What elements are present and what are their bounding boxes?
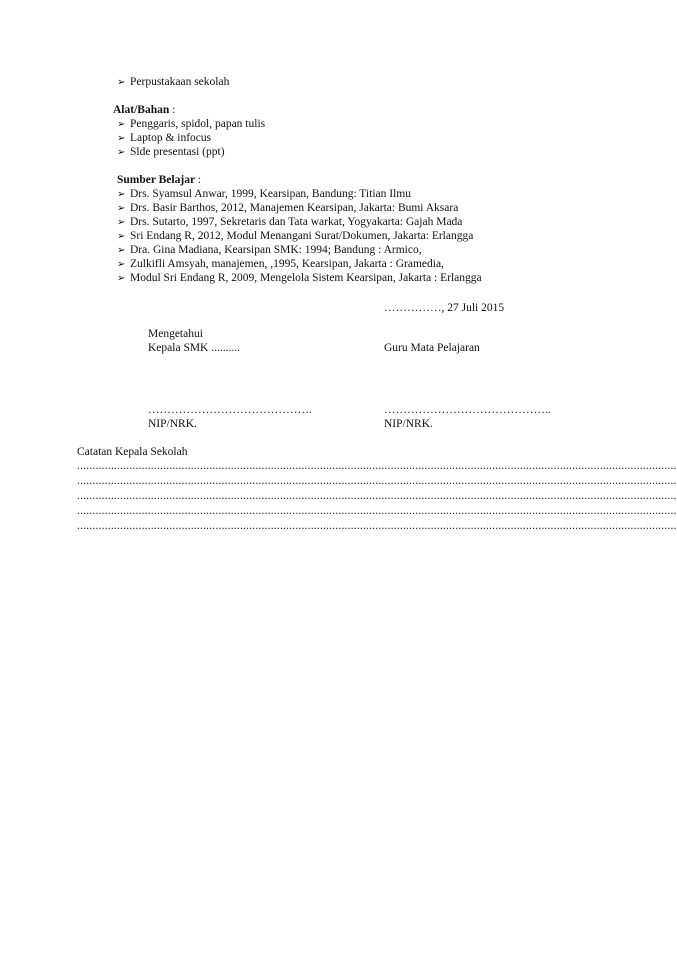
- list-item: ➢ Laptop & infocus: [117, 132, 212, 144]
- list-item: ➢ Drs. Basir Barthos, 2012, Manajemen Kearsipan, Jakarta: Bumi Aksara: [117, 202, 459, 214]
- note-line: ...................................................................................................................................................................................................: [77, 460, 677, 472]
- list-item: ➢ Zulkifli Amsyah, manajemen, ,1995, Kearsipan, Jakarta : Gramedia,: [117, 258, 444, 270]
- arrow-bullet-icon: ➢: [117, 147, 126, 158]
- list-item: ➢ Perpustakaan sekolah: [117, 76, 230, 88]
- right-nip: NIP/NRK.: [384, 418, 433, 430]
- guru-label: Guru Mata Pelajaran: [384, 342, 480, 354]
- arrow-bullet-icon: ➢: [117, 203, 126, 214]
- left-nip: NIP/NRK.: [148, 418, 197, 430]
- list-item: ➢ Sri Endang R, 2012, Modul Menangani Surat/Dokumen, Jakarta: Erlangga: [117, 230, 474, 242]
- mengetahui-label: Mengetahui: [148, 328, 203, 340]
- right-signature-line: ……………………………………..: [384, 404, 551, 416]
- arrow-bullet-icon: ➢: [117, 189, 126, 200]
- note-line: ...................................................................................................................................................................................................: [77, 475, 677, 487]
- list-item: ➢ Dra. Gina Madiana, Kearsipan SMK: 1994; Bandung : Armico,: [117, 244, 422, 256]
- list-item: ➢ Penggaris, spidol, papan tulis: [117, 118, 266, 130]
- arrow-bullet-icon: ➢: [117, 77, 126, 88]
- arrow-bullet-icon: ➢: [117, 245, 126, 256]
- catatan-title: Catatan Kepala Sekolah: [77, 446, 188, 458]
- arrow-bullet-icon: ➢: [117, 133, 126, 144]
- arrow-bullet-icon: ➢: [117, 119, 126, 130]
- note-line: ...................................................................................................................................................................................................: [77, 520, 677, 532]
- list-item: ➢ Modul Sri Endang R, 2009, Mengelola Sistem Kearsipan, Jakarta : Erlangga: [117, 272, 482, 284]
- arrow-bullet-icon: ➢: [117, 273, 126, 284]
- list-item: ➢ Drs. Sutarto, 1997, Sekretaris dan Tata warkat, Yogyakarta: Gajah Mada: [117, 216, 463, 228]
- sumber-belajar-heading: Sumber Belajar :: [117, 174, 202, 186]
- left-signature-line: …………………………………….: [148, 404, 312, 416]
- arrow-bullet-icon: ➢: [117, 231, 126, 242]
- date-line: ……………, 27 Juli 2015: [384, 302, 505, 314]
- list-item: ➢ Slde presentasi (ppt): [117, 146, 225, 158]
- list-item: ➢ Drs. Syamsul Anwar, 1999, Kearsipan, Bandung: Titian Ilmu: [117, 188, 411, 200]
- alat-bahan-heading: Alat/Bahan :: [113, 104, 176, 116]
- kepala-smk-label: Kepala SMK ..........: [148, 342, 240, 354]
- note-line: ...................................................................................................................................................................................................: [77, 490, 677, 502]
- arrow-bullet-icon: ➢: [117, 259, 126, 270]
- arrow-bullet-icon: ➢: [117, 217, 126, 228]
- note-line: ...................................................................................................................................................................................................: [77, 505, 677, 517]
